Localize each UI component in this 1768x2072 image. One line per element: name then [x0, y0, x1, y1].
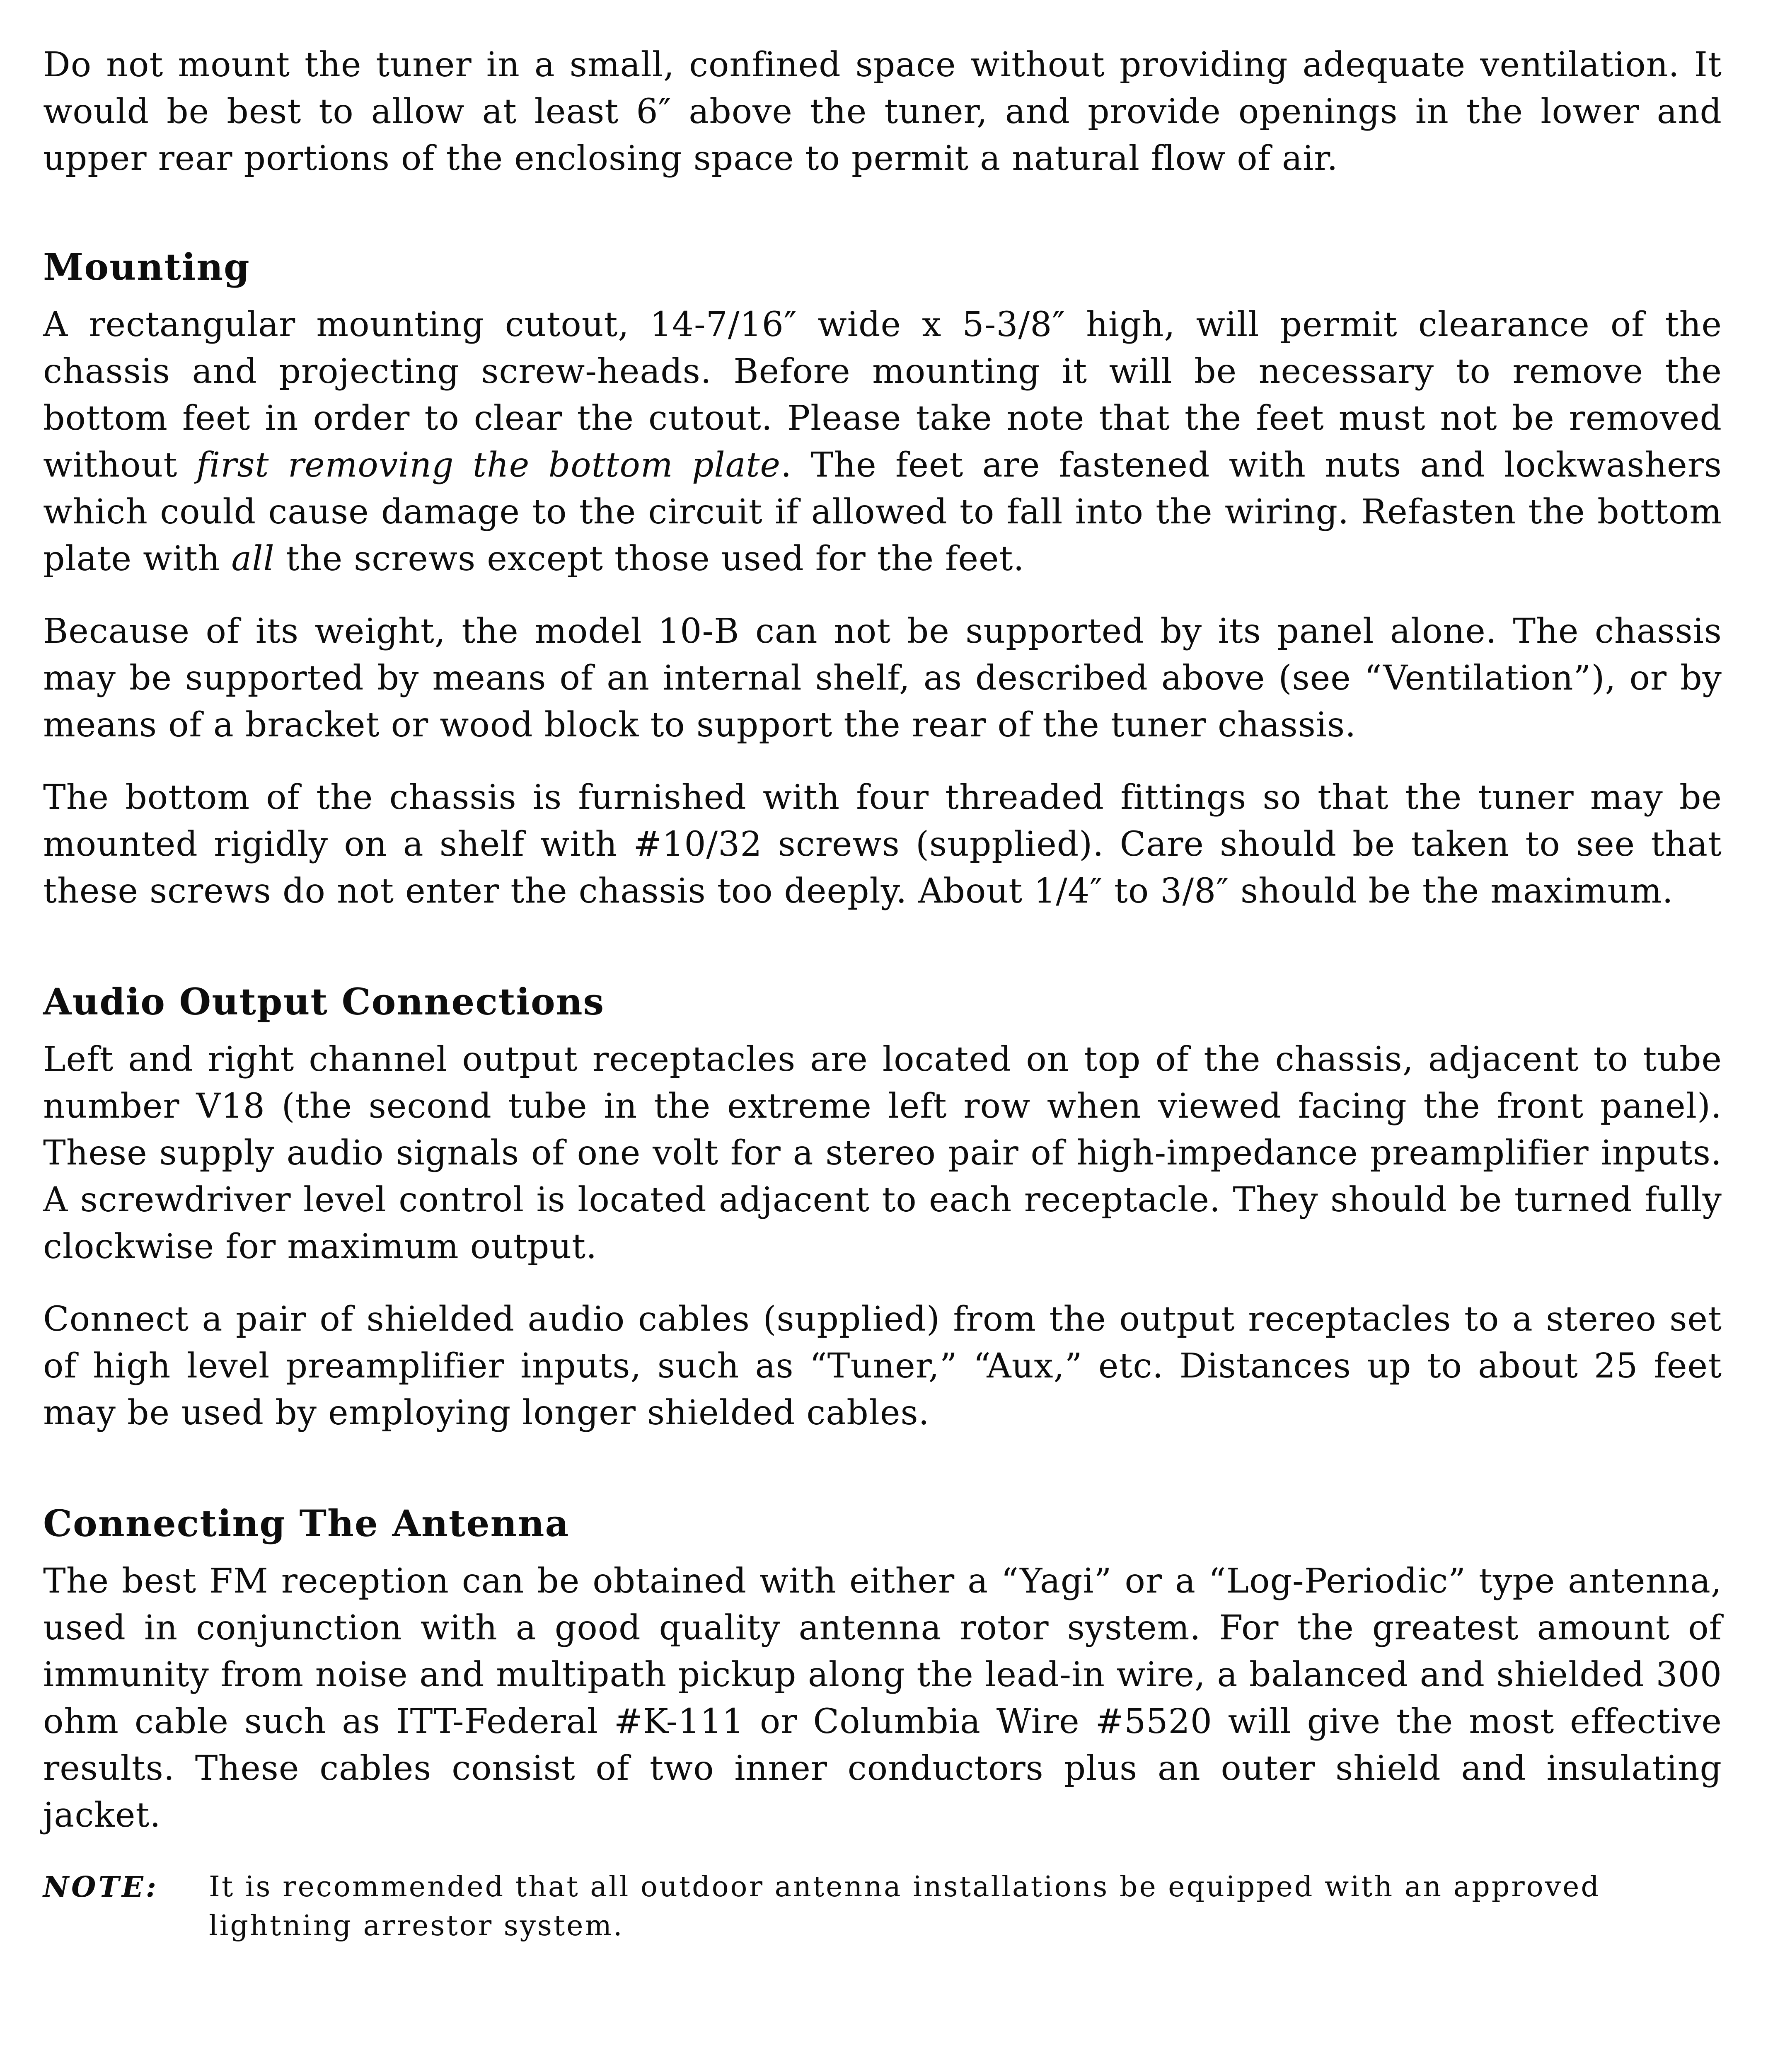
mounting-paragraph-3: The bottom of the chassis is furnished with four threaded fittings so that the tuner may be mounted rigidly on a shelf with #10/32 screws (supplied). Care should be taken to see that these screws do not enter the chassis too deeply. About 1/4″ to 3/8″ should be the maximum. [43, 778, 1722, 911]
manual-page [43, 41, 1722, 1946]
intro-paragraph: Do not mount the tuner in a small, confined space without providing adequate ventilation. It would be best to allow at least 6″ above the tuner, and provide openings in the lower and upper rear portions of the enclosing space to permit a natural flow of air. [43, 45, 1722, 178]
mounting-p1-emphasis-2: all [231, 539, 275, 579]
antenna-heading: Connecting The Antenna [43, 1502, 570, 1545]
audio-output-heading: Audio Output Connections [43, 980, 605, 1023]
note-block [43, 1868, 1722, 1946]
mounting-p1-emphasis-1: first removing the bottom plate [196, 445, 781, 485]
mounting-paragraph-1 [43, 301, 1722, 582]
note-label: NOTE: [43, 1871, 159, 1904]
mounting-paragraph-2: Because of its weight, the model 10-B can not be supported by its panel alone. The chassis may be supported by means of an internal shelf, as described above (see “Ventilation”), or by means of a bracket or wood block to support the rear of the tuner chassis. [43, 612, 1722, 745]
audio-paragraph-2: Connect a pair of shielded audio cables (supplied) from the output receptacles to a stereo set of high level preamplifier inputs, such as “Tuner,” “Aux,” etc. Distances up to about 25 feet may be used by employing longer shielded cables. [43, 1300, 1722, 1433]
mounting-p1-text-a: A rectangular mounting cutout, 14-7/16″ wide x 5-3/8″ high, will permit clearance of the chassis and projecting screw-heads. Before mounting it will be necessary to remove the bottom feet in order to clear the cutout. Please take note that the feet must not be removed without [43, 305, 1722, 485]
note-text: It is recommended that all outdoor antenna installations be equipped with an approved lightning arrestor system. [209, 1871, 1601, 1942]
mounting-heading: Mounting [43, 245, 250, 288]
audio-paragraph-1: Left and right channel output receptacles are located on top of the chassis, adjacent to tube number V18 (the second tube in the extreme left row when viewed facing the front panel). These supply audio signals of one volt for a stereo pair of high-impedance preamplifier inputs. A screwdriver level control is located adjacent to each receptacle. They should be turned fully clockwise for maximum output. [43, 1040, 1722, 1266]
antenna-paragraph: The best FM reception can be obtained with either a “Yagi” or a “Log-Periodic” type antenna, used in conjunction with a good quality antenna rotor system. For the greatest amount of immunity from noise and multipath pickup along the lead-in wire, a balanced and shielded 300 ohm cable such as ITT-Federal #K-111 or Columbia Wire #5520 will give the most effective results. These cables consist of two inner conductors plus an outer shield and insulating jacket. [43, 1561, 1722, 1835]
mounting-p1-text-c: the screws except those used for the feet. [274, 539, 1025, 579]
mounting-p1-text-b: . The feet are fastened with nuts and lockwashers which could cause damage to the circuit if allowed to fall into the wiring. Refasten the bottom plate with [43, 445, 1722, 579]
